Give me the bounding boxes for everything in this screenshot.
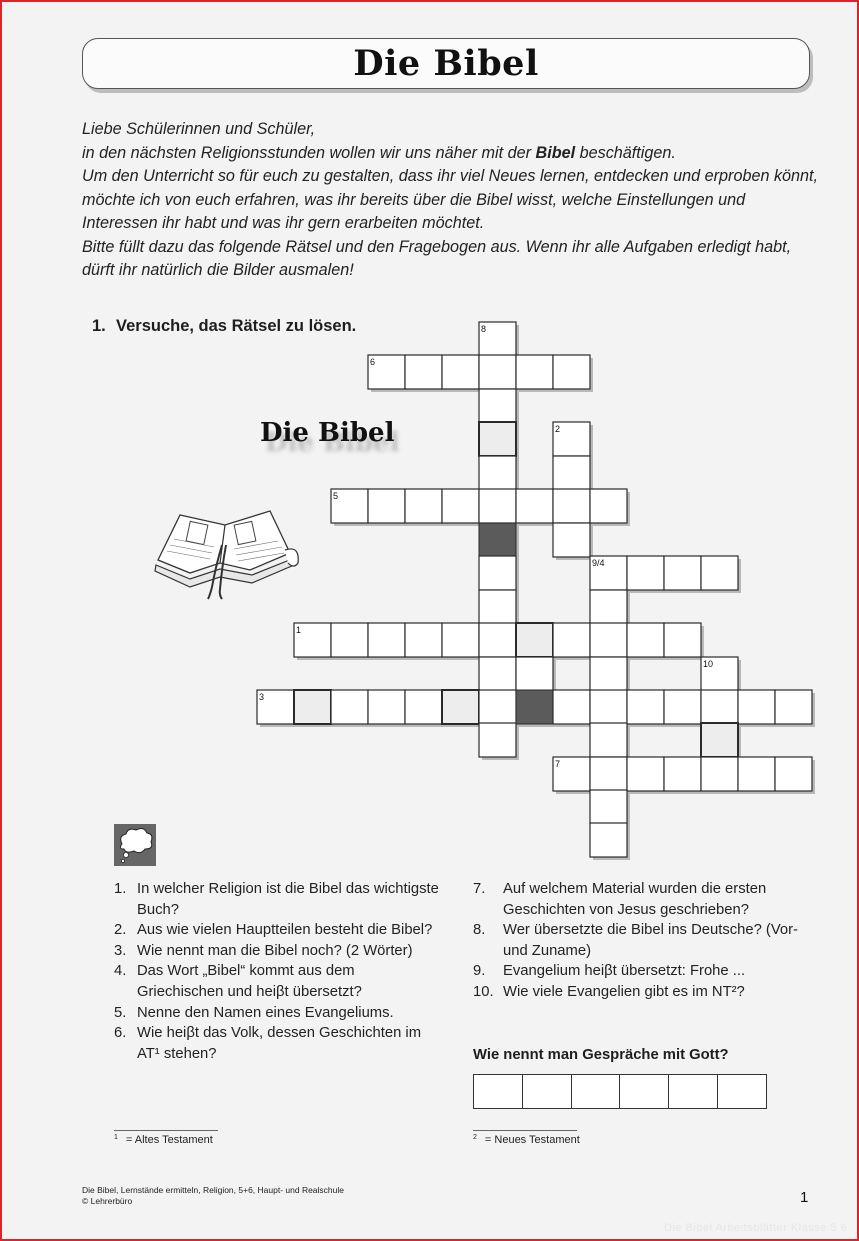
intro-bold-bibel: Bibel [535, 143, 576, 162]
question-4-num: 4. [114, 963, 127, 980]
grid-cell[interactable] [368, 690, 405, 724]
intro-line2-after: beschäftigen. [575, 143, 676, 162]
question-7 [473, 879, 813, 920]
grid-cell[interactable] [701, 757, 738, 791]
grid-cell[interactable] [590, 790, 627, 824]
bible-book-icon [150, 505, 305, 600]
grid-cell[interactable] [627, 623, 664, 657]
grid-cell[interactable] [775, 757, 812, 791]
grid-cell[interactable] [553, 623, 590, 657]
intro-para2: Um den Unterricht so für euch zu gestalten, dass ihr viel Neues lernen, entdecken und erproben könnt, möchte ich von euch erfahren, was ihr bereits über die Bibel wisst, welche Einstellungen und Interessen ihr habt und was ihr gern erarbeiten möchtet. [82, 167, 819, 232]
grid-cell[interactable] [627, 757, 664, 791]
grid-cell[interactable] [664, 757, 701, 791]
question-9 [473, 961, 813, 982]
question-4-text: Das Wort „Bibel“ kommt aus dem Griechischen und heiβt übersetzt? [137, 963, 362, 1000]
grid-cell[interactable] [516, 657, 553, 691]
clue-number: 7 [555, 759, 561, 769]
footnote-2-text: = Neues Testament [484, 1134, 580, 1146]
grid-solution-cell[interactable] [701, 723, 738, 757]
question-6-num: 6. [114, 1025, 127, 1042]
grid-cells [257, 322, 812, 857]
grid-cell[interactable] [590, 757, 627, 791]
grid-cell[interactable] [331, 690, 368, 724]
intro-greeting: Liebe Schülerinnen und Schüler, [82, 120, 316, 138]
grid-cell[interactable] [442, 489, 479, 523]
question-2-text: Aus wie vielen Hauptteilen besteht die Bibel? [137, 922, 433, 939]
question-4 [114, 961, 444, 1002]
question-5-num: 5. [114, 1004, 127, 1021]
grid-cell[interactable] [590, 489, 627, 523]
grid-cell[interactable] [664, 556, 701, 590]
question-3 [114, 941, 444, 962]
question-10-num: 10. [473, 983, 494, 1000]
question-3-text: Wie nennt man die Bibel noch? (2 Wörter) [137, 942, 413, 959]
footer-line1: Die Bibel, Lernstände ermitteln, Religion, 5+6, Haupt- und Realschule [82, 1185, 344, 1195]
grid-cell[interactable] [553, 523, 590, 557]
grid-cell[interactable] [553, 456, 590, 490]
grid-cell[interactable] [516, 355, 553, 389]
grid-cell[interactable] [516, 489, 553, 523]
solution-letter-box[interactable] [619, 1074, 669, 1109]
task-text: Versuche, das Rätsel zu lösen. [116, 317, 357, 335]
grid-cell[interactable] [553, 355, 590, 389]
solution-letter-box[interactable] [522, 1074, 572, 1109]
grid-solution-cell[interactable] [294, 690, 331, 724]
grid-solution-cell[interactable] [479, 422, 516, 456]
grid-black-cell [516, 690, 553, 724]
grid-cell[interactable] [701, 556, 738, 590]
clue-number: 5 [333, 491, 339, 501]
grid-cell[interactable] [590, 657, 627, 691]
clue-number: 8 [481, 324, 487, 334]
questions-left [114, 879, 444, 1064]
clue-number: 10 [703, 659, 714, 669]
grid-cell[interactable] [331, 623, 368, 657]
question-7-num: 7. [473, 881, 486, 897]
question-6-text: Wie heiβt das Volk, dessen Geschichten im AT¹ stehen? [137, 1025, 422, 1062]
grid-cell[interactable] [405, 489, 442, 523]
solution-letter-box[interactable] [571, 1074, 621, 1109]
footnote-2 [473, 1134, 580, 1146]
question-7-text: Auf welchem Material wurden die ersten Geschichten von Jesus geschrieben? [503, 881, 767, 918]
questions-right [473, 879, 813, 1003]
question-8-text: Wer übersetzte die Bibel ins Deutsche? (Vor- und Zuname) [503, 922, 798, 959]
grid-cell[interactable] [738, 757, 775, 791]
grid-cell[interactable] [479, 489, 516, 523]
grid-cell[interactable] [553, 489, 590, 523]
question-2 [114, 920, 444, 941]
clue-number: 2 [555, 424, 561, 434]
clue-number: 6 [370, 357, 376, 367]
question-10 [473, 982, 813, 1003]
grid-cell[interactable] [405, 690, 442, 724]
task-number: 1. [92, 317, 106, 335]
thought-bubble-icon [114, 824, 156, 866]
question-1-num: 1. [114, 881, 127, 897]
grid-cell[interactable] [590, 623, 627, 657]
grid-cell[interactable] [442, 355, 479, 389]
grid-cell[interactable] [479, 690, 516, 724]
question-1 [114, 879, 444, 920]
grid-cell[interactable] [590, 590, 627, 624]
grid-cell[interactable] [442, 623, 479, 657]
question-3-num: 3. [114, 942, 127, 959]
solution-answer-boxes [473, 1074, 766, 1109]
grid-cell[interactable] [479, 556, 516, 590]
question-8-num: 8. [473, 922, 486, 939]
question-8 [473, 920, 813, 961]
intro-line2-before: in den nächsten Religionsstunden wollen wir uns näher mit der [82, 143, 536, 162]
intro-para3: Bitte füllt dazu das folgende Rätsel und den Fragebogen aus. Wenn ihr alle Aufgaben erledigt habt, dürft ihr natürlich die Bilder ausmalen! [82, 237, 792, 279]
grid-cell[interactable] [590, 723, 627, 757]
footnote-rule-right [473, 1130, 577, 1131]
question-9-num: 9. [473, 963, 486, 980]
watermark: Die Bibel Arbeitsblätter Klasse 5 6 [664, 1222, 848, 1234]
grid-solution-cell[interactable] [516, 623, 553, 657]
question-5 [114, 1003, 444, 1024]
solution-letter-box[interactable] [668, 1074, 718, 1109]
question-9-text: Evangelium heiβt übersetzt: Frohe ... [503, 963, 746, 980]
footnote-1-mark: 1 [114, 1134, 118, 1141]
grid-cell[interactable] [479, 657, 516, 691]
grid-black-cell [479, 523, 516, 557]
grid-cell[interactable] [775, 690, 812, 724]
grid-cell[interactable] [664, 690, 701, 724]
grid-cell[interactable] [368, 623, 405, 657]
grid-cell[interactable] [479, 456, 516, 490]
question-1-text: In welcher Religion ist die Bibel das wichtigste Buch? [137, 881, 439, 918]
clue-number: 9/4 [592, 558, 605, 568]
grid-cell[interactable] [627, 556, 664, 590]
grid-cell[interactable] [738, 690, 775, 724]
solution-question: Wie nennt man Gespräche mit Gott? [473, 1047, 729, 1063]
grid-cell[interactable] [479, 389, 516, 423]
grid-cell[interactable] [553, 690, 590, 724]
question-5-text: Nenne den Namen eines Evangeliums. [137, 1004, 394, 1021]
clue-number: 3 [259, 692, 265, 702]
grid-cell[interactable] [479, 355, 516, 389]
grid-cell[interactable] [368, 489, 405, 523]
grid-cell[interactable] [664, 623, 701, 657]
question-6 [114, 1023, 444, 1064]
solution-letter-box[interactable] [473, 1074, 523, 1109]
puzzle-label: Die Bibel [260, 418, 395, 448]
question-2-num: 2. [114, 922, 127, 939]
question-10-text: Wie viele Evangelien gibt es im NT²? [503, 983, 745, 1000]
grid-cell[interactable] [479, 590, 516, 624]
footnote-1-text: = Altes Testament [125, 1134, 213, 1146]
grid-cell[interactable] [701, 690, 738, 724]
grid-solution-cell[interactable] [442, 690, 479, 724]
clue-number: 1 [296, 625, 302, 635]
grid-cell[interactable] [627, 690, 664, 724]
grid-cell[interactable] [405, 355, 442, 389]
footnote-1 [114, 1134, 213, 1146]
footer-credits [82, 1185, 344, 1206]
footnote-2-mark: 2 [473, 1134, 477, 1141]
grid-cell[interactable] [479, 723, 516, 757]
solution-letter-box[interactable] [717, 1074, 767, 1109]
grid-cell[interactable] [590, 823, 627, 857]
page-title: Die Bibel [353, 43, 539, 84]
grid-cell[interactable] [479, 623, 516, 657]
grid-cell[interactable] [590, 690, 627, 724]
grid-cell[interactable] [405, 623, 442, 657]
footnote-rule-left [114, 1130, 218, 1131]
page-number: 1 [800, 1189, 809, 1206]
footer-line2: © Lehrerbüro [82, 1195, 133, 1206]
